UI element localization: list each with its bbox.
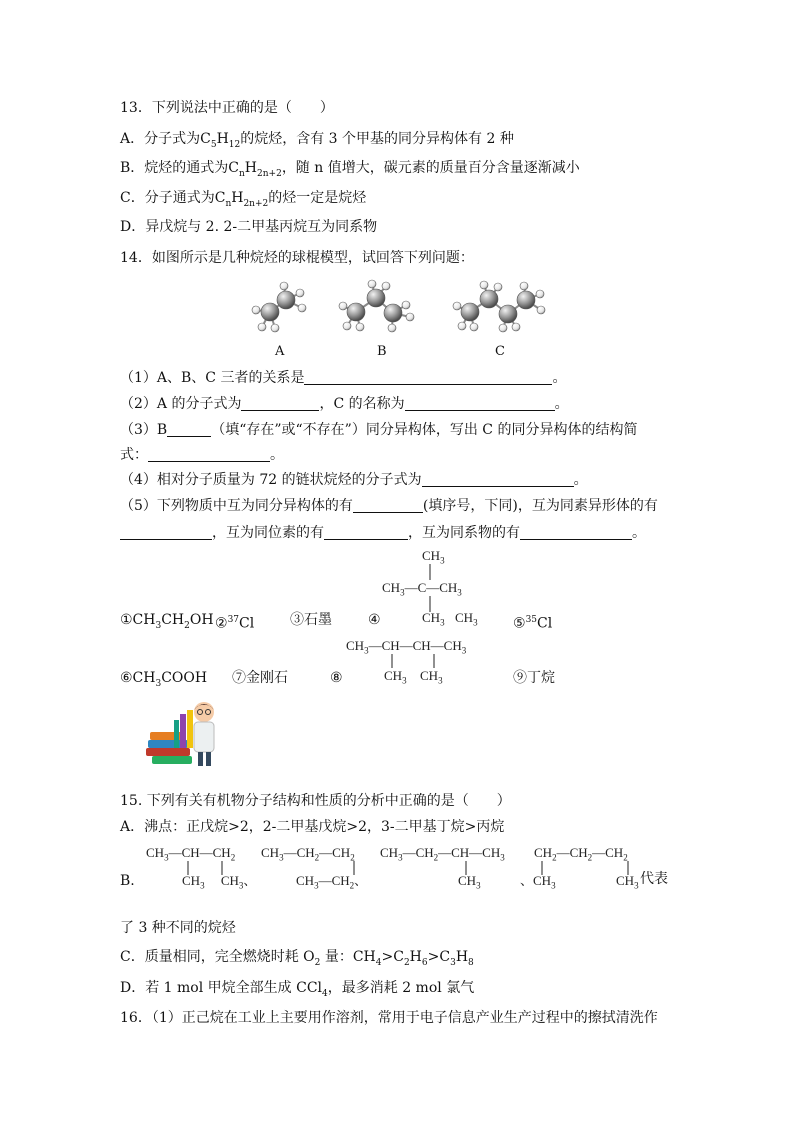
answer-blank[interactable] xyxy=(167,422,211,437)
q13-option-a: A．分子式为$C_5H_{12}$的烷烃，含有 3 个甲基的同分异构体有 2 种 xyxy=(120,131,514,150)
q15-option-a: A．沸点：正戊烷>2，2-二甲基戊烷>2，3-二甲基丁烷>丙烷 xyxy=(120,819,505,835)
item-6: $⑥CH_3COOH$ xyxy=(120,670,208,689)
q14-part1: （1）A、B、C 三者的关系是 。 xyxy=(120,370,567,386)
q14-part2: （2）A 的分子式为 ，C 的名称为 。 xyxy=(120,396,569,412)
answer-blank[interactable] xyxy=(304,370,552,385)
model-c-label: C xyxy=(495,344,505,359)
q15-struct4-sub2: $CH_3$ xyxy=(616,873,639,891)
struct8-sub2: $CH_3$ xyxy=(420,668,443,686)
answer-blank[interactable] xyxy=(422,472,574,487)
q15-struct1-main: $CH_3—CH—CH_2$ xyxy=(146,845,236,863)
struct4-mid: $CH_3—C—CH_3$ xyxy=(382,580,462,598)
q15-option-b-tail: 代表 xyxy=(640,871,668,887)
q13-option-c: C．分子通式为$C_nH_{2n+2}$的烃一定是烷烃 xyxy=(120,190,367,209)
struct8-sub1: $CH_3$ xyxy=(384,668,407,686)
answer-blank[interactable] xyxy=(148,447,270,462)
q16-stem: 16．（1）正己烷在工业上主要用作溶剂，常用于电子信息产业生产过程中的擦拭清洗作 xyxy=(120,1010,658,1026)
item-2: ②$^{37}$Cl xyxy=(215,615,255,632)
answer-blank[interactable] xyxy=(324,525,408,540)
q13-option-d: D．异戊烷与 2. 2-二甲基丙烷互为同系物 xyxy=(120,219,378,235)
q15-option-c: C．质量相同，完全燃烧时耗 $O_2$ 量：$CH_4>C_2H_6>C_3H_8$ xyxy=(120,949,474,968)
q15-struct2-sub: $CH_3—CH_2$、 xyxy=(296,873,368,891)
model-a-label: A xyxy=(275,344,285,359)
struct4-bot2: $CH_3$ xyxy=(455,610,478,628)
struct4-bonds xyxy=(428,564,432,612)
item-1: $①CH_3CH_2OH$ xyxy=(120,612,214,631)
answer-blank[interactable] xyxy=(405,396,555,411)
item-8: ⑧ xyxy=(330,670,343,686)
answer-blank[interactable] xyxy=(241,396,319,411)
q15-option-b-label: B. xyxy=(120,873,135,889)
answer-blank[interactable] xyxy=(353,498,423,513)
q14-part5: （5）下列物质中互为同分异构体的有 (填序号，下同)，互为同素异形体的有 xyxy=(120,498,658,514)
q15-struct2-main: $CH_3—CH_2—CH_2$ xyxy=(261,845,355,863)
scientist-illustration xyxy=(140,700,225,768)
struct4-top: $CH_3$ xyxy=(422,548,445,566)
model-c xyxy=(453,281,545,332)
item-7: ⑦金刚石 xyxy=(232,670,288,686)
struct4-bot: $CH_3$ xyxy=(422,610,445,628)
q15-struct3-sub: $CH_3$ xyxy=(458,873,481,891)
struct8-bonds xyxy=(390,654,440,668)
model-b-label: B xyxy=(377,344,387,359)
item-5: ⑤$^{35}$Cl xyxy=(513,615,553,632)
q14-part3-cont: 式： 。 xyxy=(120,447,284,463)
q15-struct1-sub: $CH_3$ $CH_3$、 xyxy=(182,873,257,891)
q14-part3: （3）B （填“存在”或“不存在”）同分异构体，写出 C 的同分异构体的结构简 xyxy=(120,422,638,438)
q15-option-b-cont: 了 3 种不同的烷烃 xyxy=(120,920,236,936)
ball-stick-models xyxy=(0,0,800,360)
item-9: ⑨丁烷 xyxy=(513,670,555,686)
item-4: ④ xyxy=(368,612,381,628)
q15-stem: 15. 下列有关有机物分子结构和性质的分析中正确的是（ ） xyxy=(120,793,511,809)
q14-part5-cont: ，互为同位素的有 ，互为同系物的有 。 xyxy=(120,523,646,543)
item-3: ③石墨 xyxy=(290,612,332,628)
q15-struct4-sub1: 、$CH_3$ xyxy=(520,873,556,891)
q15-struct3-main: $CH_3—CH_2—CH—CH_3$ xyxy=(380,845,505,863)
struct8-main: $CH_3—CH—CH—CH_3$ xyxy=(346,638,467,656)
model-b xyxy=(339,280,414,332)
q13-option-b: B．烷烃的通式为$C_nH_{2n+2}$，随 n 值增大，碳元素的质量百分含量逐渐减小 xyxy=(120,160,580,179)
answer-blank[interactable] xyxy=(520,525,632,540)
q13-stem: 13．下列说法中正确的是（ ） xyxy=(120,100,334,116)
q14-stem: 14．如图所示是几种烷烃的球棍模型，试回答下列问题： xyxy=(120,250,474,266)
q14-part4: （4）相对分子质量为 72 的链状烷烃的分子式为 。 xyxy=(120,472,588,488)
q15-struct4-main: $CH_2—CH_2—CH_2$ xyxy=(534,845,628,863)
answer-blank[interactable] xyxy=(120,525,212,540)
model-a xyxy=(252,282,306,332)
q15-option-d: D．若 1 mol 甲烷全部生成 CCl$_4$，最多消耗 2 mol 氯气 xyxy=(120,980,475,999)
